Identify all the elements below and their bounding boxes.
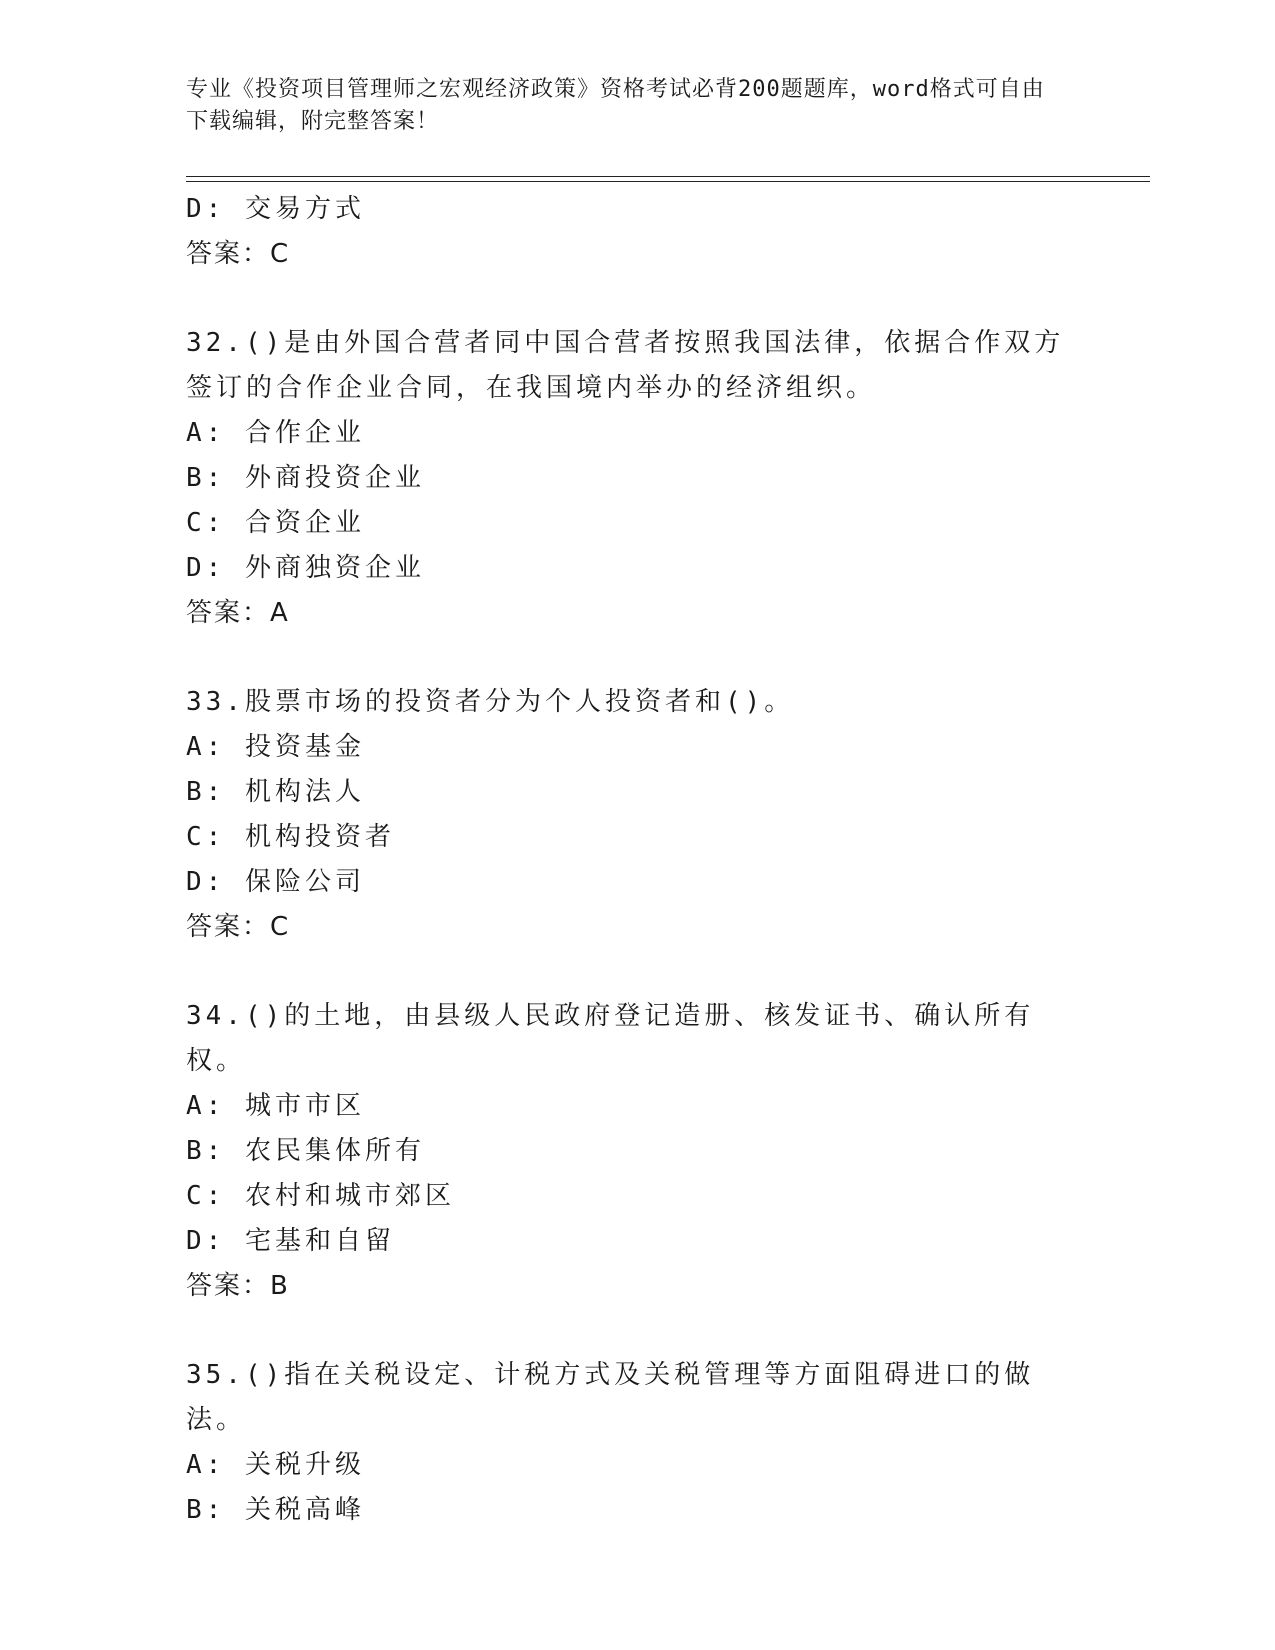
question-32	[186, 321, 1086, 636]
document-header: 专业《投资项目管理师之宏观经济政策》资格考试必背200题题库，word格式可自由下载编辑，附完整答案！	[186, 77, 1045, 134]
question-stem: 32.()是由外国合营者同中国合营者按照我国法律，依据合作双方签订的合作企业合同，在我国境内举办的经济组织。	[186, 328, 1065, 403]
option-a: A: 合作企业	[186, 418, 365, 448]
header-divider	[186, 176, 1150, 182]
option-c: C: 机构投资者	[186, 822, 395, 852]
option-d: D: 外商独资企业	[186, 553, 425, 583]
question-stem: 33.股票市场的投资者分为个人投资者和()。	[186, 687, 795, 717]
option-a: A: 关税升级	[186, 1450, 365, 1480]
question-stem: 35.()指在关税设定、计税方式及关税管理等方面阻碍进口的做法。	[186, 1360, 1035, 1435]
answer: 答案：B	[186, 1271, 290, 1301]
question-list	[186, 187, 1086, 1533]
option-a: A: 投资基金	[186, 732, 365, 762]
answer: 答案：C	[186, 239, 291, 269]
answer: 答案：A	[186, 598, 290, 628]
answer: 答案：C	[186, 912, 291, 942]
option-b: B: 机构法人	[186, 777, 365, 807]
question-35	[186, 1353, 1086, 1533]
option-d: D: 交易方式	[186, 194, 365, 224]
question-34	[186, 994, 1086, 1309]
option-d: D: 宅基和自留	[186, 1226, 395, 1256]
question-33	[186, 680, 1086, 950]
option-a: A: 城市市区	[186, 1091, 365, 1121]
option-c: C: 农村和城市郊区	[186, 1181, 455, 1211]
option-d: D: 保险公司	[186, 867, 365, 897]
option-b: B: 农民集体所有	[186, 1136, 425, 1166]
option-c: C: 合资企业	[186, 508, 365, 538]
option-b: B: 外商投资企业	[186, 463, 425, 493]
question-stem: 34.()的土地，由县级人民政府登记造册、核发证书、确认所有权。	[186, 1001, 1035, 1076]
option-b: B: 关税高峰	[186, 1495, 365, 1525]
